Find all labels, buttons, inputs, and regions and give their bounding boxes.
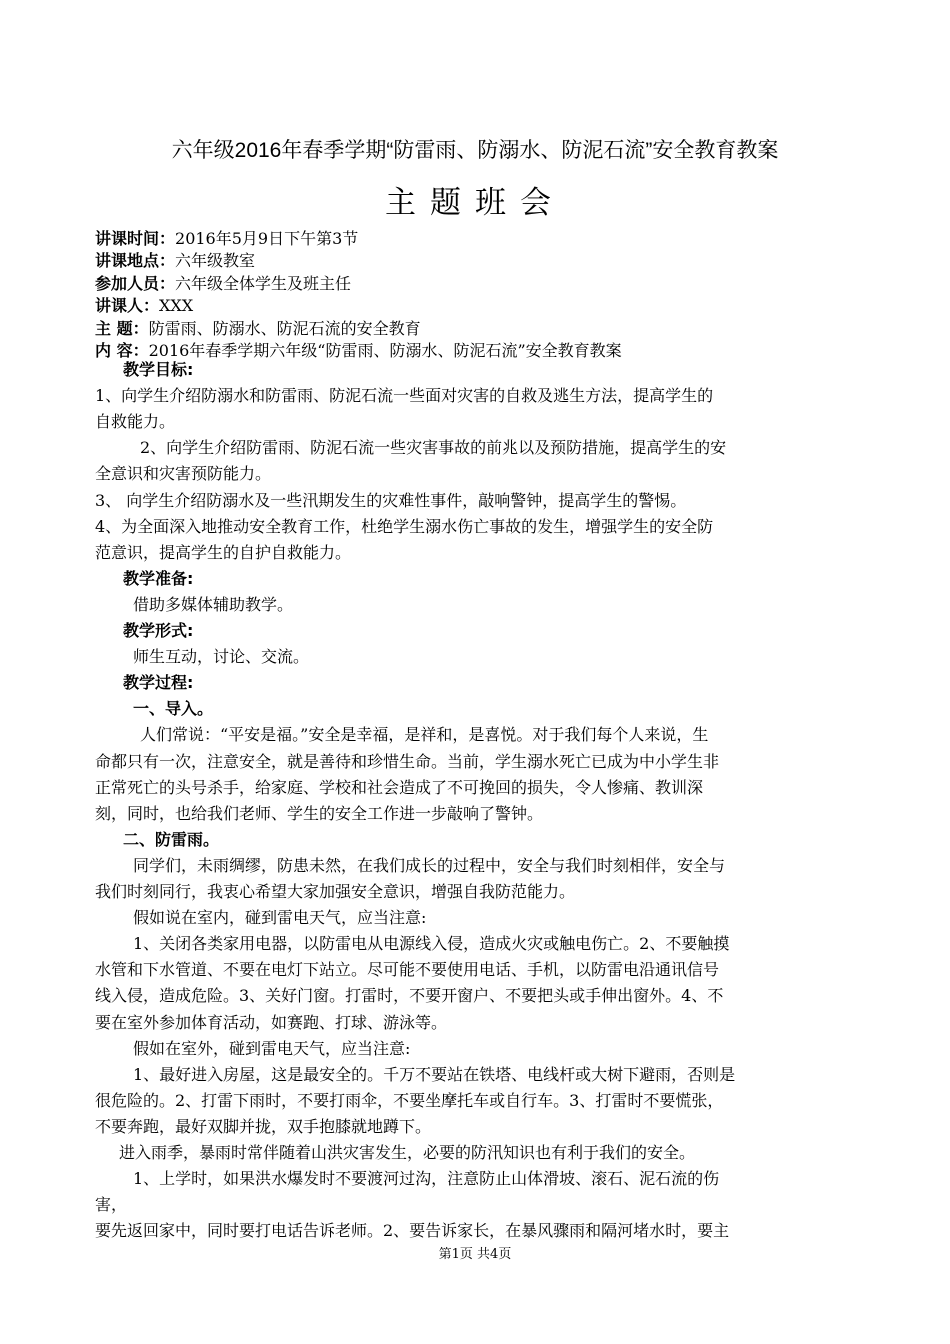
section-heading: 教学目标: (123, 360, 194, 379)
body-line: 借助多媒体辅助教学。 (133, 594, 294, 614)
info-value: 六年级全体学生及班主任 (175, 273, 352, 293)
body-line: 要在室外参加体育活动，如赛跑、打球、游泳等。 (95, 1012, 448, 1032)
section-heading: 教学过程: (123, 673, 194, 693)
body-line: 线入侵，造成危险。3、关好门窗。打雷时，不要开窗户、不要把头或手伸出窗外。4、不 (95, 986, 724, 1006)
body-line: 很危险的。2、打雷下雨时，不要打雨伞，不要坐摩托车或自行车。3、打雷时不要慌张， (95, 1090, 724, 1110)
body-line: 全意识和灾害预防能力。 (95, 464, 272, 484)
info-label: 讲课时间： (95, 229, 176, 248)
body-line: 1、向学生介绍防溺水和防雷雨、防泥石流一些面对灾害的自救及逃生方法，提高学生的 (95, 386, 714, 406)
info-label: 讲课人： (95, 296, 160, 316)
body-line: 害， (95, 1195, 128, 1215)
body-line: 人们常说：“平安是福。”安全是幸福，是祥和，是喜悦。对于我们每个人来说，生 (140, 725, 709, 745)
section-heading: 教学准备: (123, 568, 194, 588)
body-line: 命都只有一次，注意安全，就是善待和珍惜生命。当前，学生溺水死亡已成为中小学生非 (95, 751, 720, 771)
page-footer: 第1页 共4页 (438, 1247, 512, 1262)
info-value: 2016年春季学期六年级“防雷雨、防溺水、防泥石流”安全教育教案 (148, 341, 622, 360)
body-line: 2、向学生介绍防雷雨、防泥石流一些灾害事故的前兆以及预防措施，提高学生的安 (140, 438, 727, 458)
body-line: 1、上学时，如果洪水爆发时不要渡河过沟，注意防止山体滑坡、滚石、泥石流的伤 (133, 1169, 720, 1189)
body-line: 1、关闭各类家用电器，以防雷电从电源线入侵，造成火灾或触电伤亡。2、不要触摸 (133, 934, 730, 954)
info-label: 参加人员： (95, 273, 176, 293)
body-line: 假如在室外，碰到雷电天气，应当注意: (133, 1038, 411, 1058)
info-value: XXX (159, 296, 194, 316)
body-line: 自救能力。 (95, 412, 176, 432)
body-line: 同学们，未雨绸缪，防患未然，在我们成长的过程中，安全与我们时刻相伴，安全与 (133, 855, 726, 875)
info-label: 主 题： (95, 318, 149, 338)
body-line: 范意识，提高学生的自护自救能力。 (95, 542, 352, 562)
document-title: 六年级2016年春季学期“防雷雨、防溺水、防泥石流”安全教育教案 (171, 139, 779, 162)
section-heading: 一、导入。 (133, 699, 214, 719)
body-line: 师生互动，讨论、交流。 (133, 647, 310, 667)
body-line: 1、最好进入房屋，这是最安全的。千万不要站在铁塔、电线杆或大树下避雨，否则是 (133, 1064, 736, 1084)
body-line: 我们时刻同行，我衷心希望大家加强安全意识，增强自我防范能力。 (95, 882, 576, 901)
body-line: 刻，同时，也给我们老师、学生的安全工作进一步敲响了警钟。 (95, 803, 544, 823)
body-line: 4、为全面深入地推动安全教育工作，杜绝学生溺水伤亡事故的发生，增强学生的安全防 (95, 516, 714, 536)
body-line: 假如说在室内，碰到雷电天气，应当注意: (133, 908, 427, 928)
info-label: 内 容： (95, 341, 149, 360)
document-subtitle: 主题班会 (385, 185, 565, 221)
section-heading: 二、防雷雨。 (123, 829, 220, 849)
section-heading: 教学形式: (123, 621, 194, 640)
info-value: 防雷雨、防溺水、防泥石流的安全教育 (148, 318, 421, 338)
info-value: 2016年5月9日下午第3节 (175, 229, 359, 248)
body-line: 正常死亡的头号杀手，给家庭、学校和社会造成了不可挽回的损失，令人惨痛、教训深 (95, 777, 704, 797)
body-line: 3、 向学生介绍防溺水及一些汛期发生的灾难性事件，敲响警钟，提高学生的警惕。 (95, 490, 687, 510)
body-line: 进入雨季，暴雨时常伴随着山洪灾害发生，必要的防汛知识也有利于我们的安全。 (119, 1143, 696, 1162)
info-value: 六年级教室 (175, 251, 256, 271)
body-line: 水管和下水管道、不要在电灯下站立。尽可能不要使用电话、手机，以防雷电沿通讯信号 (95, 960, 720, 980)
info-label: 讲课地点： (95, 251, 176, 271)
body-line: 要先返回家中，同时要打电话告诉老师。2、要告诉家长，在暴风骤雨和隔河堵水时，要主 (95, 1221, 730, 1241)
body-line: 不要奔跑，最好双脚并拢，双手抱膝就地蹲下。 (95, 1116, 432, 1136)
